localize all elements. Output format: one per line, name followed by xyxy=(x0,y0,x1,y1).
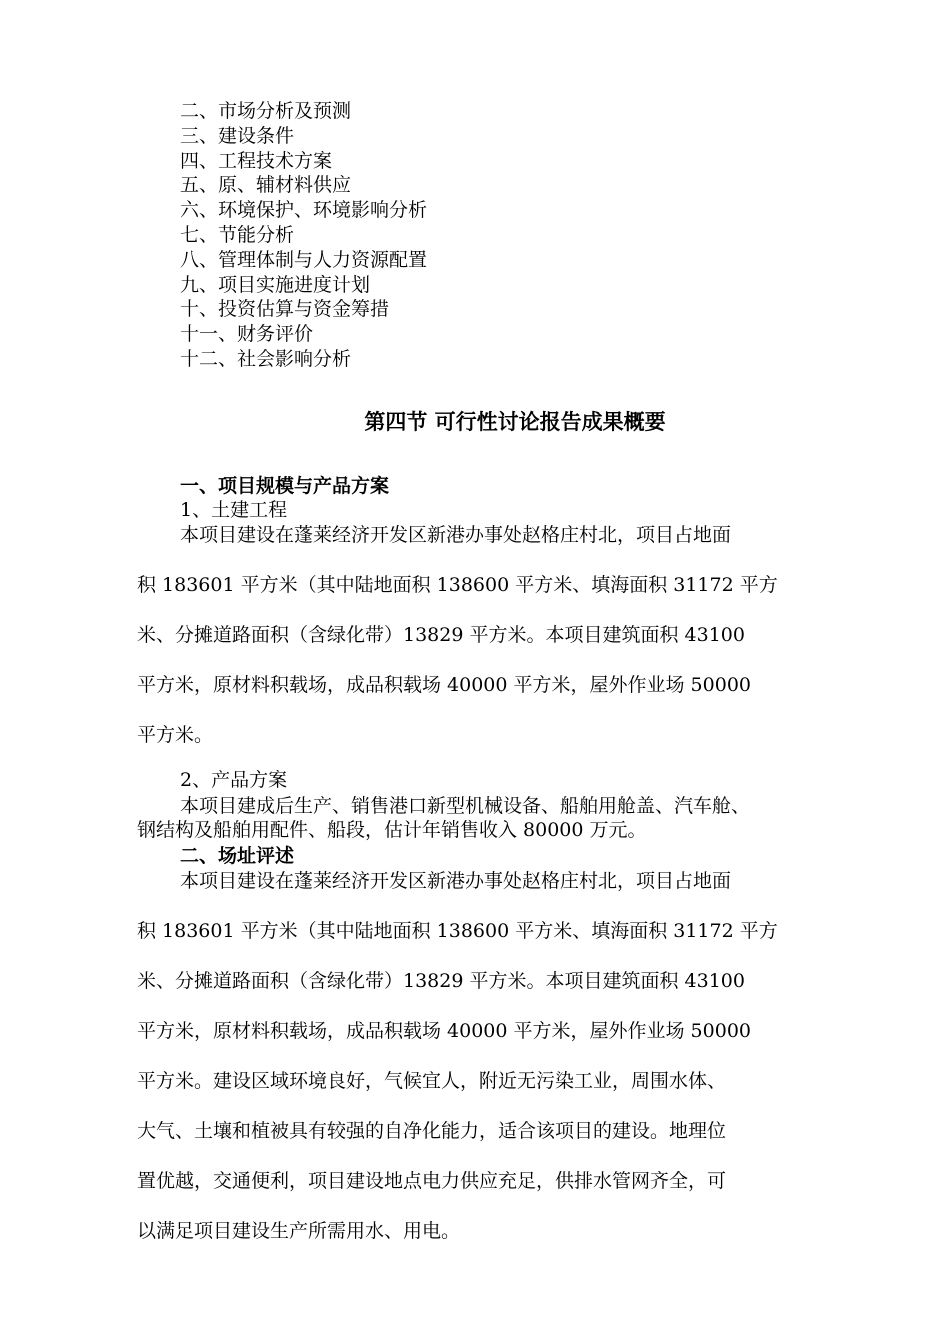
part1-sub1-label: 1、土建工程 xyxy=(180,499,288,521)
paragraph-line: 平方米。建设区域环境良好，气候宜人，附近无污染工业，周围水体、 xyxy=(137,1070,727,1092)
paragraph-line: 本项目建设在蓬莱经济开发区新港办事处赵格庄村北，项目占地面 xyxy=(180,524,732,546)
paragraph-line: 置优越，交通便利，项目建设地点电力供应充足，供排水管网齐全，可 xyxy=(137,1170,727,1192)
paragraph-line: 平方米，原材料积载场，成品积载场 40000 平方米，屋外作业场 50000 xyxy=(137,674,752,696)
paragraph-line: 大气、土壤和植被具有较强的自净化能力，适合该项目的建设。地理位 xyxy=(137,1120,727,1142)
part1-sub2-label: 2、产品方案 xyxy=(180,769,288,791)
part2-paragraph xyxy=(137,856,877,1256)
paragraph-line: 本项目建成后生产、销售港口新型机械设备、船舶用舱盖、汽车舱、 xyxy=(180,795,751,817)
paragraph-line: 米、分摊道路面积（含绿化带）13829 平方米。本项目建筑面积 43100 xyxy=(137,624,745,646)
toc-item: 五、原、辅材料供应 xyxy=(180,174,352,197)
toc-item: 四、工程技术方案 xyxy=(180,149,333,172)
part2-heading: 二、场址评述 xyxy=(180,845,295,867)
toc-item: 七、节能分析 xyxy=(180,223,295,246)
paragraph-line: 积 183601 平方米（其中陆地面积 138600 平方米、填海面积 31172 平方 xyxy=(137,574,778,596)
toc-item: 二、市场分析及预测 xyxy=(180,100,352,122)
paragraph-line: 积 183601 平方米（其中陆地面积 138600 平方米、填海面积 31172 平方 xyxy=(137,920,778,942)
part1-sub2-paragraph xyxy=(137,794,877,842)
paragraph-line: 本项目建设在蓬莱经济开发区新港办事处赵格庄村北，项目占地面 xyxy=(180,870,732,892)
toc-item: 六、环境保护、环境影响分析 xyxy=(180,199,428,222)
paragraph-line: 钢结构及船舶用配件、船段，估计年销售收入 80000 万元。 xyxy=(137,819,647,841)
toc-item: 十一、财务评价 xyxy=(180,323,314,346)
toc-list xyxy=(180,99,880,372)
paragraph-line: 以满足项目建设生产所需用水、用电。 xyxy=(137,1220,461,1242)
toc-item: 十二、社会影响分析 xyxy=(180,347,352,370)
part1-sub1-paragraph xyxy=(137,510,877,760)
toc-item: 十、投资估算与资金筹措 xyxy=(180,298,390,321)
section-title: 第四节 可行性讨论报告成果概要 xyxy=(364,410,666,434)
toc-item: 八、管理体制与人力资源配置 xyxy=(180,248,428,271)
paragraph-line: 平方米，原材料积载场，成品积载场 40000 平方米，屋外作业场 50000 xyxy=(137,1020,752,1042)
toc-item: 九、项目实施进度计划 xyxy=(180,273,371,296)
paragraph-line: 米、分摊道路面积（含绿化带）13829 平方米。本项目建筑面积 43100 xyxy=(137,970,745,992)
paragraph-line: 平方米。 xyxy=(137,724,214,746)
part1-heading: 一、项目规模与产品方案 xyxy=(180,475,390,497)
toc-item: 三、建设条件 xyxy=(180,124,295,147)
